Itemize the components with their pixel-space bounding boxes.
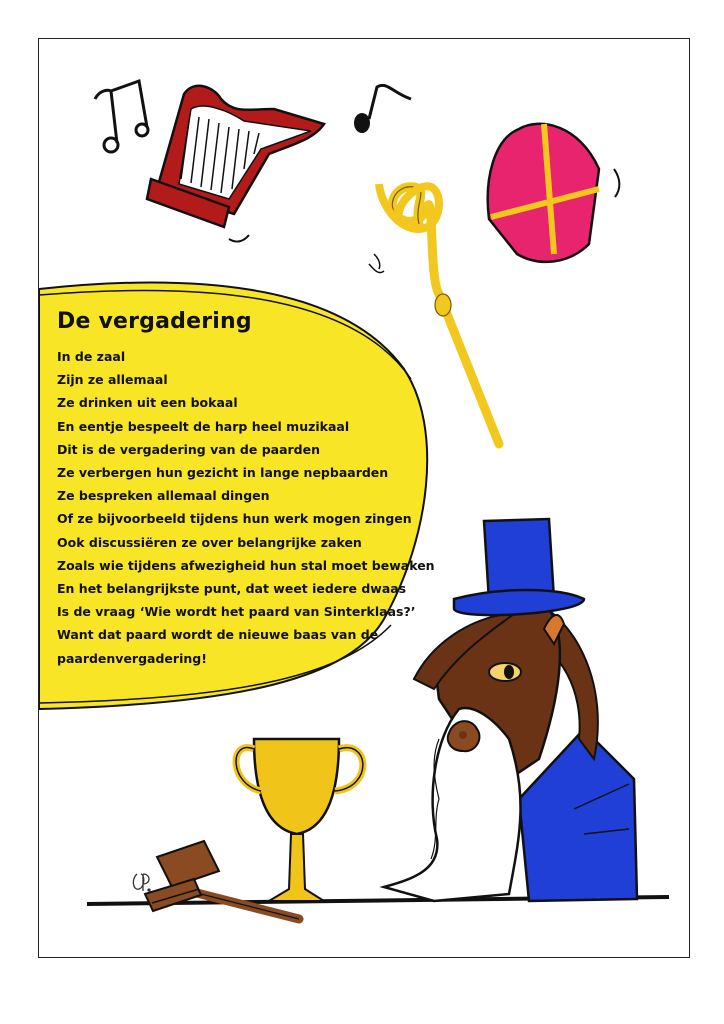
poem-line: En eentje bespeelt de harp heel muzikaal — [57, 418, 350, 434]
poem-line: In de zaal — [57, 349, 126, 364]
poem-line: paardenvergadering! — [57, 650, 207, 666]
poem-line: Ze drinken uit een bokaal — [57, 395, 238, 411]
page-frame — [38, 38, 690, 958]
poem-title: De vergadering — [57, 309, 252, 334]
top-hat-icon — [454, 519, 584, 615]
poem-line: Zoals wie tijdens afwezigheid hun stal moet bewaken — [57, 557, 435, 573]
mitre-icon — [488, 124, 620, 262]
poem-line: Dit is de vergadering van de paarden — [57, 441, 321, 457]
poem-line: Is de vraag ‘Wie wordt het paard van Sinterklaas?’ — [57, 604, 416, 620]
poem-line: Zijn ze allemaal — [57, 372, 168, 388]
music-note-icon — [95, 81, 148, 152]
gavel-icon — [145, 841, 299, 919]
poem-line: Ze bespreken allemaal dingen — [57, 488, 270, 504]
poem-line: Want dat paard wordt de nieuwe baas van de — [57, 627, 379, 643]
music-note-icon-2 — [354, 85, 411, 133]
poem-line: En het belangrijkste punt, dat weet iedere dwaas — [57, 581, 407, 597]
poem-line: Ook discussiëren ze over belangrijke zaken — [57, 534, 362, 550]
harp-icon — [147, 86, 324, 242]
poem-line: Of ze bijvoorbeeld tijdens hun werk mogen zingen — [57, 511, 412, 527]
signature-logo — [133, 874, 150, 891]
poem-body — [57, 345, 435, 670]
trophy-icon — [236, 739, 363, 901]
poem-line: Ze verbergen hun gezicht in lange nepbaarden — [57, 465, 389, 481]
